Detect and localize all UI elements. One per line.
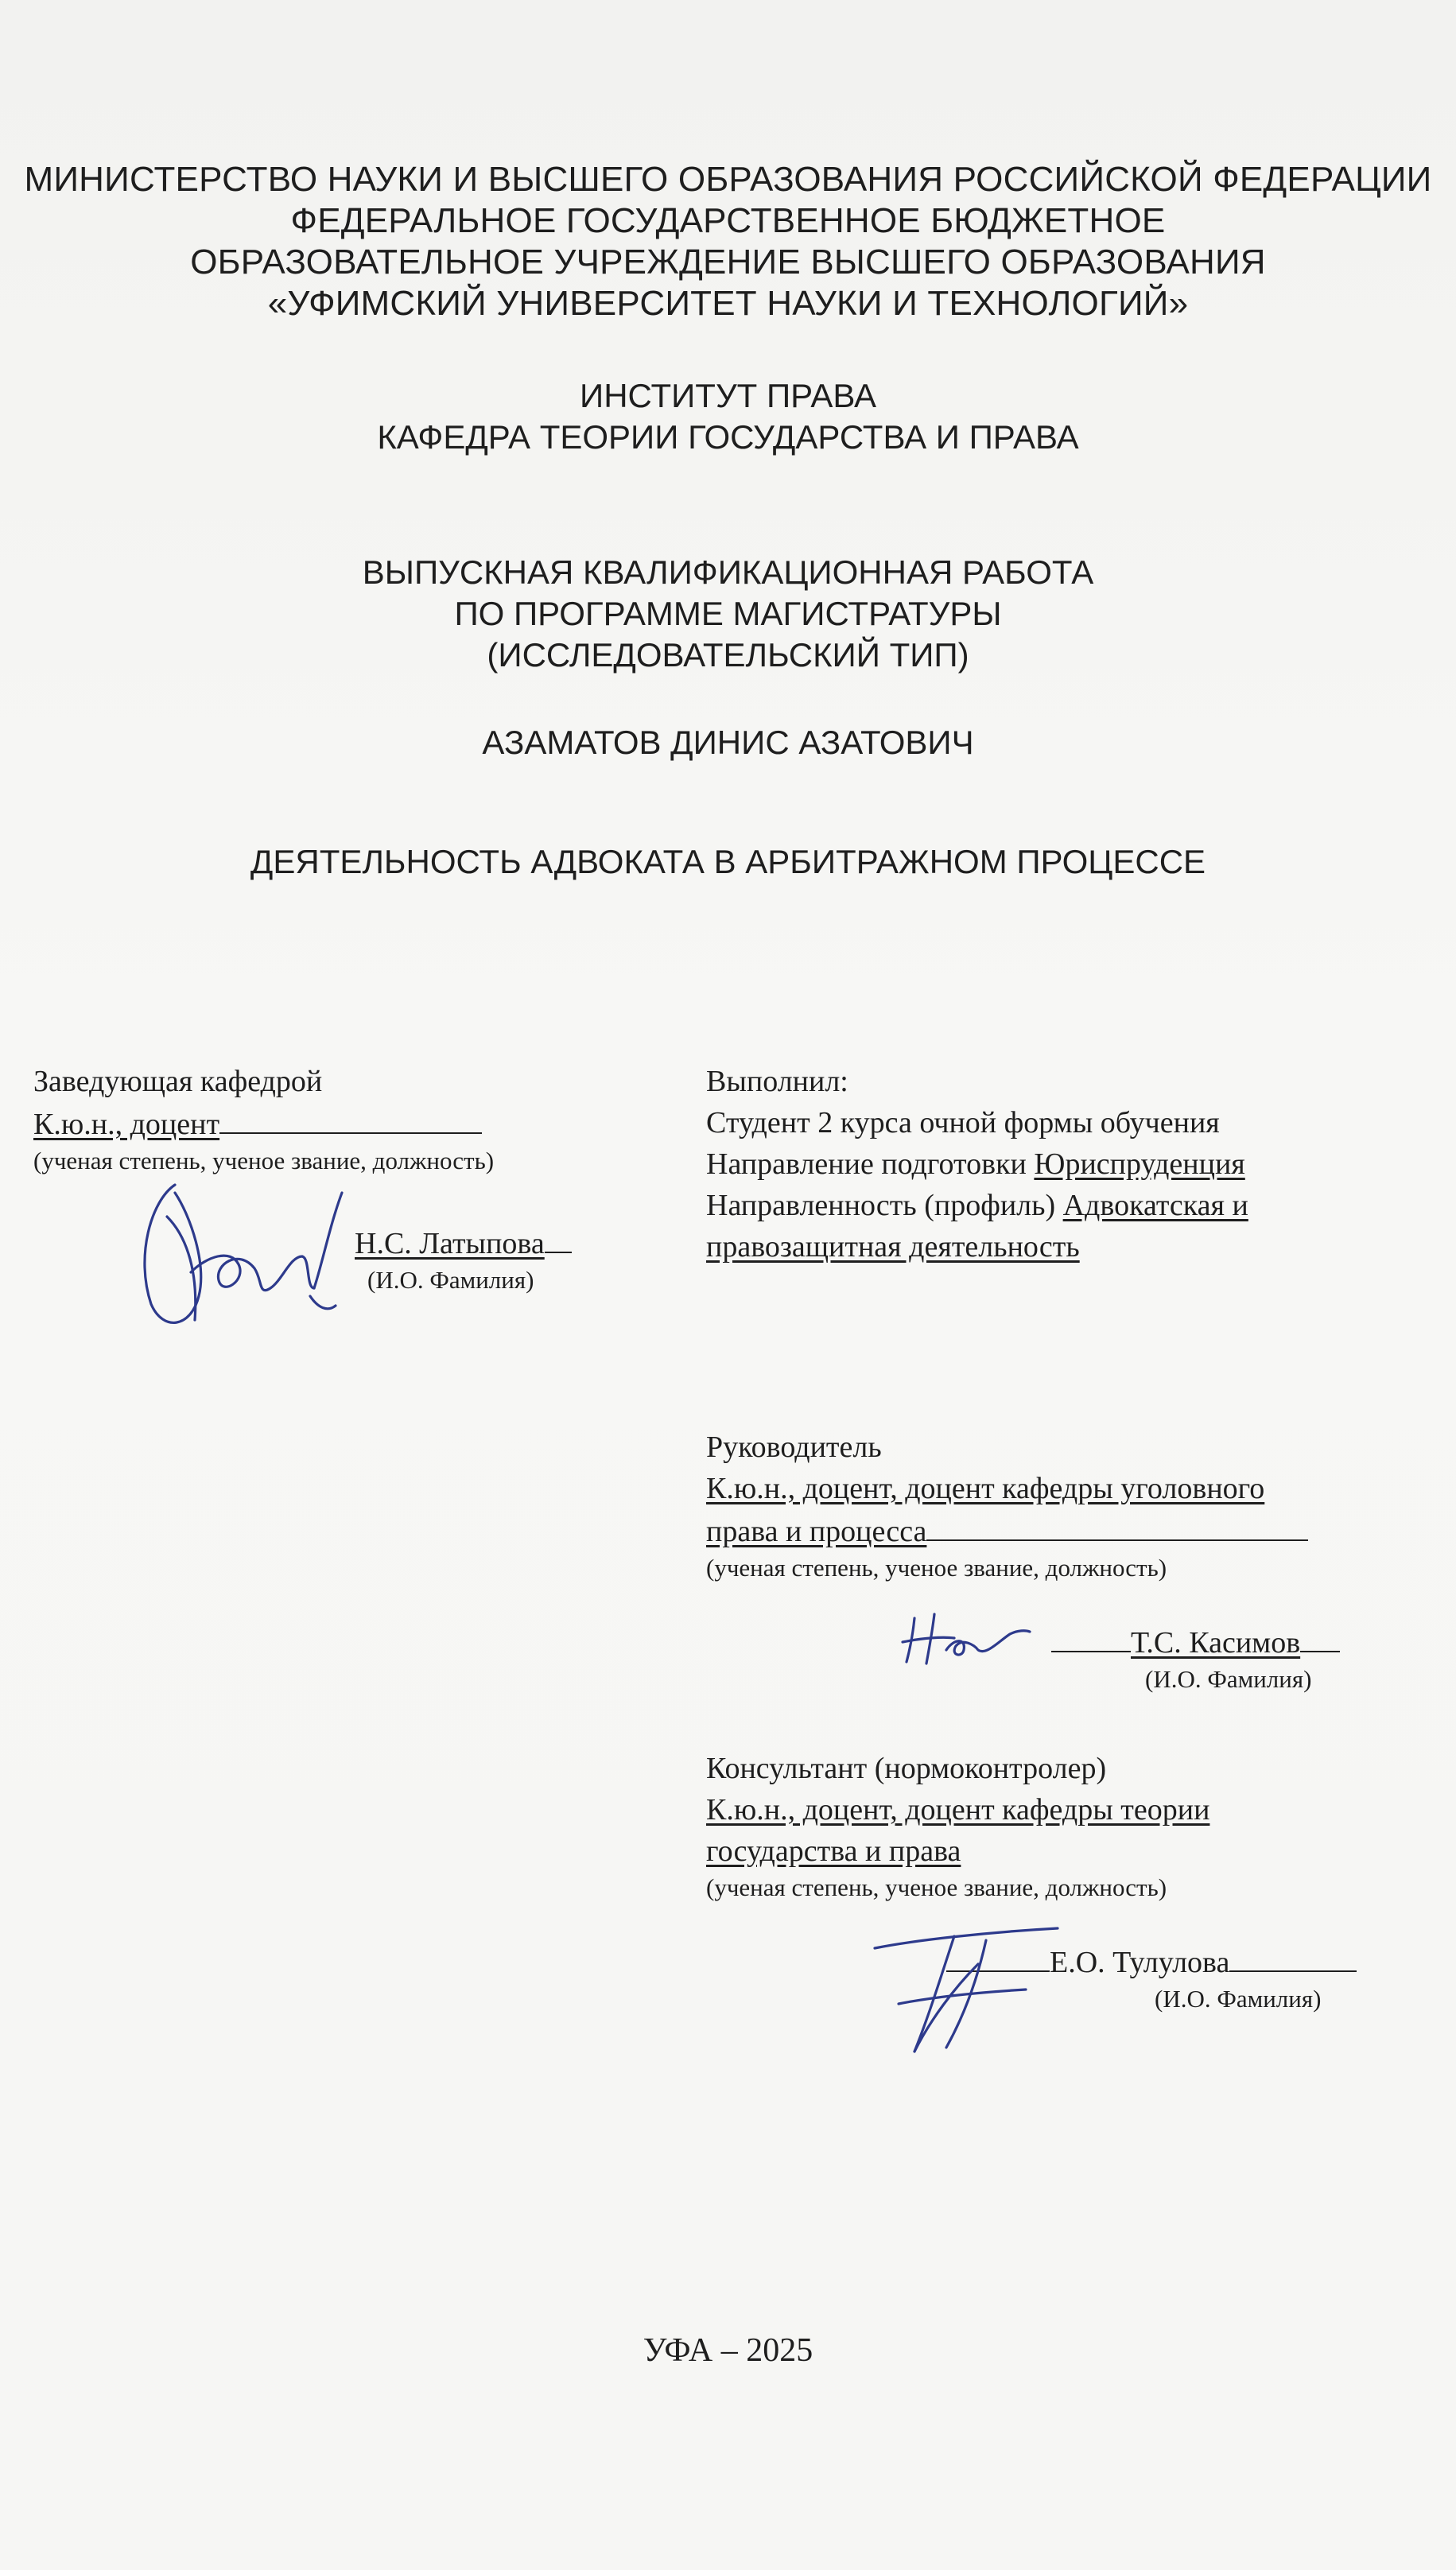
header-line: ОБРАЗОВАТЕЛЬНОЕ УЧРЕЖДЕНИЕ ВЫСШЕГО ОБРАЗОВАНИЯ: [190, 243, 1266, 281]
consultant-name-hint: (И.О. Фамилия): [1155, 1985, 1322, 2013]
supervisor-degree-hint: (ученая степень, ученое звание, должность): [706, 1554, 1167, 1582]
performer-student: Студент 2 курса очной формы обучения: [706, 1106, 1220, 1139]
supervisor-label: Руководитель: [706, 1431, 882, 1464]
city-year: УФА – 2025: [643, 2332, 813, 2369]
header-line: «УФИМСКИЙ УНИВЕРСИТЕТ НАУКИ И ТЕХНОЛОГИЙ»: [267, 284, 1189, 323]
university-header: [0, 159, 1456, 324]
work-type-line: (ИССЛЕДОВАТЕЛЬСКИЙ ТИП): [487, 636, 969, 674]
head-name-block: [355, 1223, 572, 1264]
institute-name: ИНСТИТУТ ПРАВА: [580, 377, 876, 414]
supervisor-name-hint: (И.О. Фамилия): [1145, 1665, 1312, 1693]
work-type-line: ПО ПРОГРАММЕ МАГИСТРАТУРЫ: [454, 595, 1002, 632]
head-degree-row: [33, 1102, 494, 1145]
head-name-hint: (И.О. Фамилия): [367, 1266, 534, 1294]
profile-prefix: Направленность (профиль): [706, 1189, 1063, 1222]
signature-line: [1051, 1625, 1131, 1652]
consultant-degree-line2: государства и права: [706, 1834, 961, 1868]
signature-line: [219, 1102, 482, 1134]
author-name: АЗАМАТОВ ДИНИС АЗАТОВИЧ: [482, 724, 974, 761]
head-of-department-block: [33, 1061, 494, 1177]
consultant-degree-line1: К.ю.н., доцент, доцент кафедры теории: [706, 1793, 1210, 1827]
performer-label: Выполнил:: [706, 1065, 848, 1098]
supervisor-degree-row: [706, 1509, 1308, 1552]
consultant-name: Е.О. Тулулова: [1050, 1946, 1230, 1979]
performer-block: [706, 1061, 1248, 1268]
supervisor-block: [706, 1427, 1308, 1584]
head-name: Н.С. Латыпова: [355, 1227, 545, 1260]
header-line: МИНИСТЕРСТВО НАУКИ И ВЫСШЕГО ОБРАЗОВАНИЯ РОССИЙСКОЙ ФЕДЕРАЦИИ: [24, 160, 1432, 199]
head-signature-image: [119, 1169, 358, 1344]
performer-direction-row: [706, 1143, 1248, 1185]
supervisor-name: Т.С. Касимов: [1131, 1626, 1301, 1660]
thesis-title: ДЕЯТЕЛЬНОСТЬ АДВОКАТА В АРБИТРАЖНОМ ПРОЦЕССЕ: [250, 843, 1206, 880]
signature-line: [926, 1509, 1308, 1541]
supervisor-degree-line1: К.ю.н., доцент, доцент кафедры уголовного: [706, 1472, 1265, 1505]
signature-line: [545, 1226, 572, 1253]
title-block: [0, 841, 1456, 883]
work-type-line: ВЫПУСКНАЯ КВАЛИФИКАЦИОННАЯ РАБОТА: [362, 553, 1094, 591]
signature-line: [1229, 1945, 1357, 1972]
work-type-block: [0, 552, 1456, 676]
signature-line: [1300, 1625, 1340, 1652]
department-name: КАФЕДРА ТЕОРИИ ГОСУДАРСТВА И ПРАВА: [377, 418, 1079, 456]
consultant-label: Консультант (нормоконтролер): [706, 1752, 1107, 1785]
profile-value-line2: правозащитная деятельность: [706, 1230, 1080, 1264]
direction-value: Юриспруденция: [1034, 1147, 1245, 1181]
supervisor-degree-line2: права и процесса: [706, 1515, 927, 1548]
head-label: Заведующая кафедрой: [33, 1065, 323, 1098]
header-line: ФЕДЕРАЛЬНОЕ ГОСУДАРСТВЕННОЕ БЮДЖЕТНОЕ: [290, 201, 1166, 240]
performer-profile-row: [706, 1185, 1248, 1226]
supervisor-name-block: [1051, 1622, 1340, 1664]
direction-prefix: Направление подготовки: [706, 1147, 1035, 1181]
head-degree-hint: (ученая степень, ученое звание, должность): [33, 1147, 495, 1174]
profile-value-line1: Адвокатская и: [1062, 1189, 1248, 1222]
consultant-block: [706, 1748, 1209, 1904]
institute-block: [0, 375, 1456, 458]
supervisor-signature-image: [899, 1606, 1034, 1670]
consultant-degree-hint: (ученая степень, ученое звание, должность): [706, 1873, 1167, 1901]
consultant-signature-image: [867, 1916, 1066, 2059]
head-degree: К.ю.н., доцент: [33, 1108, 220, 1141]
author-block: [0, 722, 1456, 763]
